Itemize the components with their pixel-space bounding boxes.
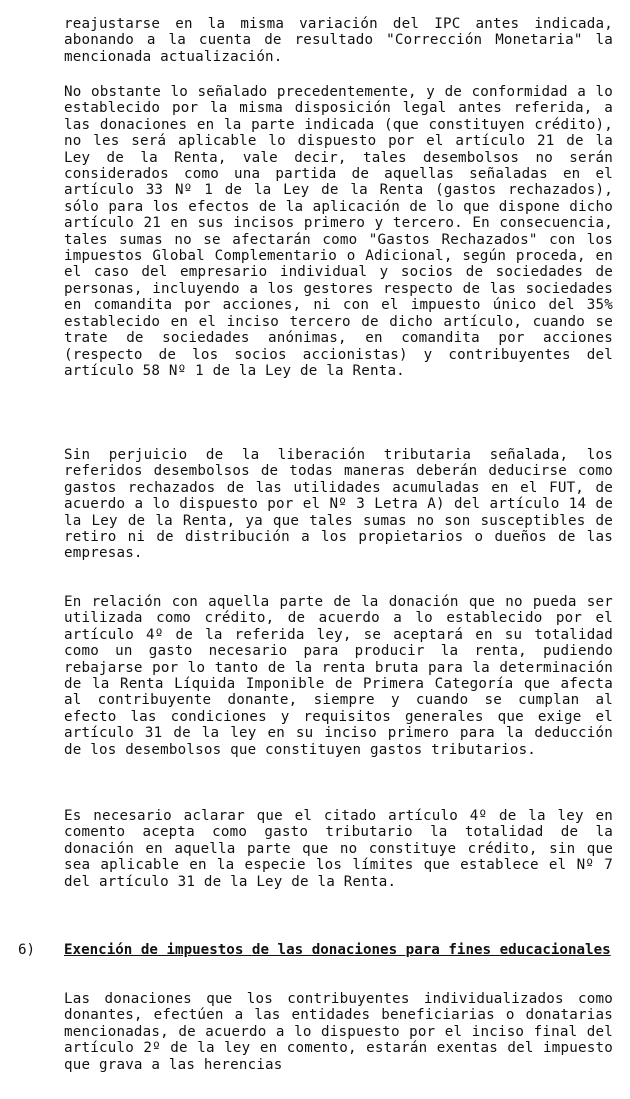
paragraph-exemption: Las donaciones que los contribuyentes individualizados como donantes, efectúen a las entidades beneficiarias o donatarias mencionadas, de acuerdo a lo dispuesto por el inciso final del artículo 2º de la ley en comento, estarán exentas del impuesto que grava a las herencias (64, 991, 613, 1073)
paragraph-ipc-adjustment: reajustarse en la misma variación del IPC antes indicada, abonando a la cuenta de resultado "Corrección Monetaria" la mencionada actualización. (64, 16, 613, 65)
paragraph-fut-deduction: Sin perjuicio de la liberación tributaria señalada, los referidos desembolsos de todas maneras deberán deducirse como gastos rechazados de las utilidades acumuladas en el FUT, de acuerdo a lo dispuesto por el Nº 3 Letra A) del artículo 14 de la Ley de la Renta, ya que tales sumas no son susceptibles de retiro ni de distribución a los propietarios o dueños de las empresas. (64, 447, 613, 562)
paragraph-non-credit-portion: En relación con aquella parte de la donación que no pueda ser utilizada como crédito, de acuerdo a lo establecido por el artículo 4º de la referida ley, se aceptará en su totalidad como un gasto necesario para producir la renta, pudiendo rebajarse por lo tanto de la renta bruta para la determinación de la Renta Líquida Imponible de Primera Categoría que afecta al contribuyente donante, siempre y cuando se cumplan al efecto las condiciones y requisitos generales que exige el artículo 31 de la ley en su inciso primero para la deducción de los desembolsos que constituyen gastos tributarios. (64, 594, 613, 758)
paragraph-clarification: Es necesario aclarar que el citado artículo 4º de la ley en comento acepta como gasto tributario la totalidad de la donación en aquella parte que no constituye crédito, sin que sea aplicable en la especie los límites que establece el Nº 7 del artículo 31 de la Ley de la Renta. (64, 808, 613, 890)
section-heading: Exención de impuestos de las donaciones para fines educacionales (64, 942, 611, 958)
paragraph-not-rejected-expenses: No obstante lo señalado precedentemente, y de conformidad a lo establecido por la misma disposición legal antes referida, a las donaciones en la parte indicada (que constituyen crédito), no les será aplicable lo dispuesto por el artículo 21 de la Ley de la Renta, vale decir, tales desembolsos no serán considerados como una partida de aquellas señaladas en el artículo 33 Nº 1 de la Ley de la Renta (gastos rechazados), sólo para los efectos de la aplicación de lo que dispone dicho artículo 21 en sus incisos primero y tercero. En consecuencia, tales sumas no se afectarán como "Gastos Rechazados" con los impuestos Global Complementario o Adicional, según proceda, en el caso del empresario individual y socios de sociedades de personas, incluyendo a los gestores respecto de las sociedades en comandita por acciones, ni con el impuesto único del 35% establecido en el inciso tercero de dicho artículo, cuando se trate de sociedades anónimas, en comandita por acciones (respecto de los socios accionistas) y contribuyentes del artículo 58 Nº 1 de la Ley de la Renta. (64, 84, 613, 379)
section-number: 6) (18, 942, 36, 958)
